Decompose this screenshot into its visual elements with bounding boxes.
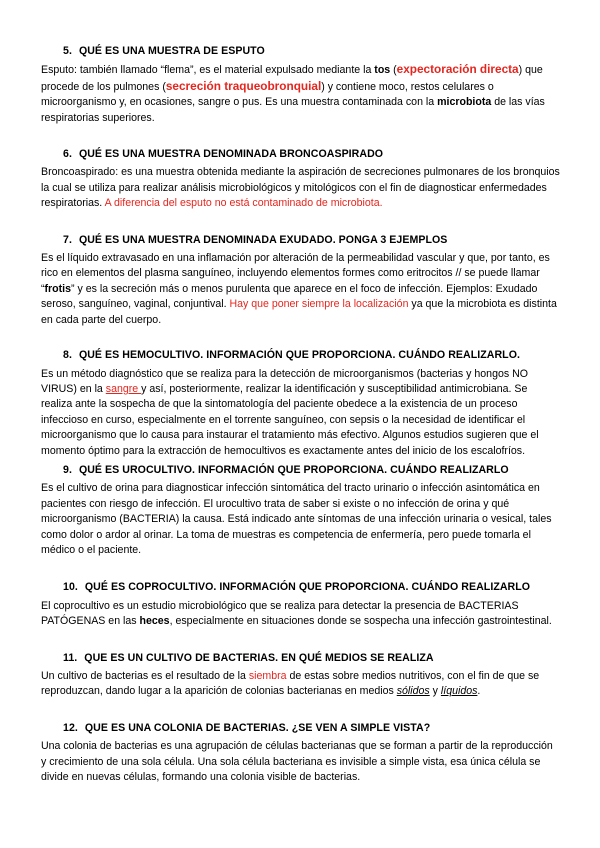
section-10 (41, 580, 560, 629)
section-title: QUÉ ES HEMOCULTIVO. INFORMACIÓN QUE PROPORCIONA. CUÁNDO REALIZARLO. (78, 349, 520, 362)
red-underlined-term: sangre (105, 382, 142, 395)
text-run: , especialmente en situaciones donde se sospecha una infección gastrointestinal. (169, 615, 552, 628)
section-number: 10. (63, 581, 78, 594)
underlined-term: sólidos (396, 685, 430, 698)
section-number: 8. (63, 349, 72, 362)
text-run: ) que procede de los pulmones ( (41, 64, 543, 93)
text-run: ( (390, 64, 397, 77)
section-title: QUÉ ES COPROCULTIVO. INFORMACIÓN QUE PROPORCIONA. CUÁNDO REALIZARLO (84, 581, 531, 594)
section-body (41, 599, 560, 630)
text-run: de las vías respiratorias superiores. (41, 96, 545, 124)
red-note: Hay que poner siempre la localización (229, 298, 409, 311)
section-heading (41, 44, 560, 59)
bold-term: heces (139, 615, 170, 628)
text-run: y así, posteriormente, realizar la identificación y susceptibilidad antimicrobiana. Se realiza ante la sospecha de que la sintomatología del paciente obedece a la existencia de un proceso infeccioso en curso, especialmente en el torrente sanguíneo, con sepsis o la necesidad de identificar el microorganismo que lo causa para instaurar el tratamiento más efectivo. Algunos estudios sugieren que el momento óptimo para la extracción de hemocultivos es exactamente antes del inicio de los escalofríos. (41, 382, 539, 457)
section-number: 12. (63, 721, 78, 734)
text-run: . (477, 685, 481, 698)
text-run: Un cultivo de bacterias es el resultado de la (41, 670, 249, 682)
section-heading (41, 580, 560, 595)
section-6 (41, 147, 560, 212)
text-run: El coprocultivo es un estudio microbiológico que se realiza para detectar la presencia de BACTERIAS PATÓGENAS en las (41, 599, 519, 628)
section-11 (41, 651, 560, 700)
section-title: QUÉ ES UNA MUESTRA DE ESPUTO (78, 45, 265, 57)
section-title: QUE ES UNA COLONIA DE BACTERIAS. ¿SE VEN A SIMPLE VISTA? (84, 721, 431, 734)
section-number: 5. (63, 45, 72, 57)
section-number: 11. (63, 651, 78, 664)
section-body (41, 669, 560, 700)
section-5 (41, 44, 560, 126)
text-run: ) y contiene moco, restos celulares o microorganismo y, en ocasiones, sangre o pus. Es una muestra contaminada con la (41, 80, 494, 109)
text-run: y (429, 685, 441, 698)
text-run: Una colonia de bacterias es una agrupación de células bacterianas que se forman a partir de la reproducción y crecimiento de una sola célula. Una sola célula bacteriana es invisible a simple vista, esa única célula se divide en nuevas células, formando una colonia visible de bacterias. (41, 740, 553, 784)
section-heading (41, 348, 560, 363)
section-8 (41, 348, 560, 459)
section-9 (41, 463, 560, 558)
section-number: 9. (63, 463, 72, 476)
section-body (41, 251, 560, 328)
section-number: 6. (63, 148, 72, 161)
underlined-term: líquidos (440, 685, 478, 698)
text-run: Broncoaspirado: es una muestra obtenida mediante la aspiración de secreciones pulmonares de los bronquios la cual se utiliza para realizar análisis microbiológicos y mitológicos con el fin de diagnosticar enfermedades respiratorias. (41, 166, 560, 210)
text-run: Es un método diagnóstico que se realiza para la detección de microorganismos (bacterias y hongos NO VIRUS) en la (41, 367, 528, 395)
bold-term: frotis (44, 282, 72, 295)
section-title: QUE ES UN CULTIVO DE BACTERIAS. EN QUÉ MEDIOS SE REALIZA (84, 651, 434, 664)
section-heading (41, 233, 560, 248)
section-heading (41, 147, 560, 162)
section-number: 7. (63, 233, 72, 246)
section-title: QUÉ ES UNA MUESTRA DENOMINADA EXUDADO. PONGA 3 EJEMPLOS (78, 233, 448, 246)
section-body (41, 165, 560, 211)
text-run: Es el cultivo de orina para diagnosticar infección sintomática del tracto urinario o infección asintomática en pacientes con riesgo de infección. El urocultivo trata de saber si existe o no infección de orina y qué microorganismo (BACTERIA) la causa. Está indicado ante síntomas de una infección urinaria o vesical, tales como dolor o ardor al orinar. La toma de muestras es competencia de enfermería, pero puede tomarla el médico o el paciente. (41, 482, 552, 556)
highlight-term: secreción traqueobronquial (165, 78, 322, 93)
section-heading (41, 463, 560, 478)
text-run: ” y es la secreción más o menos purulenta que aparece en el foco de infección. Ejemplos: Exudado seroso, sanguíneo, vaginal, conjuntival. (41, 282, 538, 311)
section-12 (41, 721, 560, 786)
highlight-term: expectoración directa (396, 62, 519, 77)
text-run: ya que la microbiota es distinta en cada parte del cuerpo. (41, 298, 557, 326)
bold-term: microbiota (437, 96, 492, 109)
section-body (41, 367, 560, 459)
section-heading (41, 721, 560, 736)
section-body (41, 481, 560, 558)
red-term: siembra (248, 670, 287, 682)
text-run: Es el líquido extravasado en una inflamación por alteración de la permeabilidad vascular y que, por tanto, es rico en elementos del plasma sanguíneo, incluyendo elementos formes como eritrocitos // se puede llamar “ (41, 252, 550, 295)
section-7 (41, 233, 560, 328)
red-note: A diferencia del esputo no está contaminado de microbiota. (104, 197, 383, 210)
section-title: QUÉ ES UROCULTIVO. INFORMACIÓN QUE PROPORCIONA. CUÁNDO REALIZARLO (78, 463, 509, 476)
bold-term: tos (374, 64, 391, 77)
text-run: de estas sobre medios nutritivos, con el fin de que se reproduzcan, dando lugar a la aparición de colonias bacterianas en medios (41, 670, 540, 698)
section-body (41, 739, 560, 785)
section-body (41, 62, 560, 126)
section-heading (41, 651, 560, 666)
section-title: QUÉ ES UNA MUESTRA DENOMINADA BRONCOASPIRADO (78, 148, 384, 161)
text-run: Esputo: también llamado “flema”, es el material expulsado mediante la (41, 64, 375, 77)
